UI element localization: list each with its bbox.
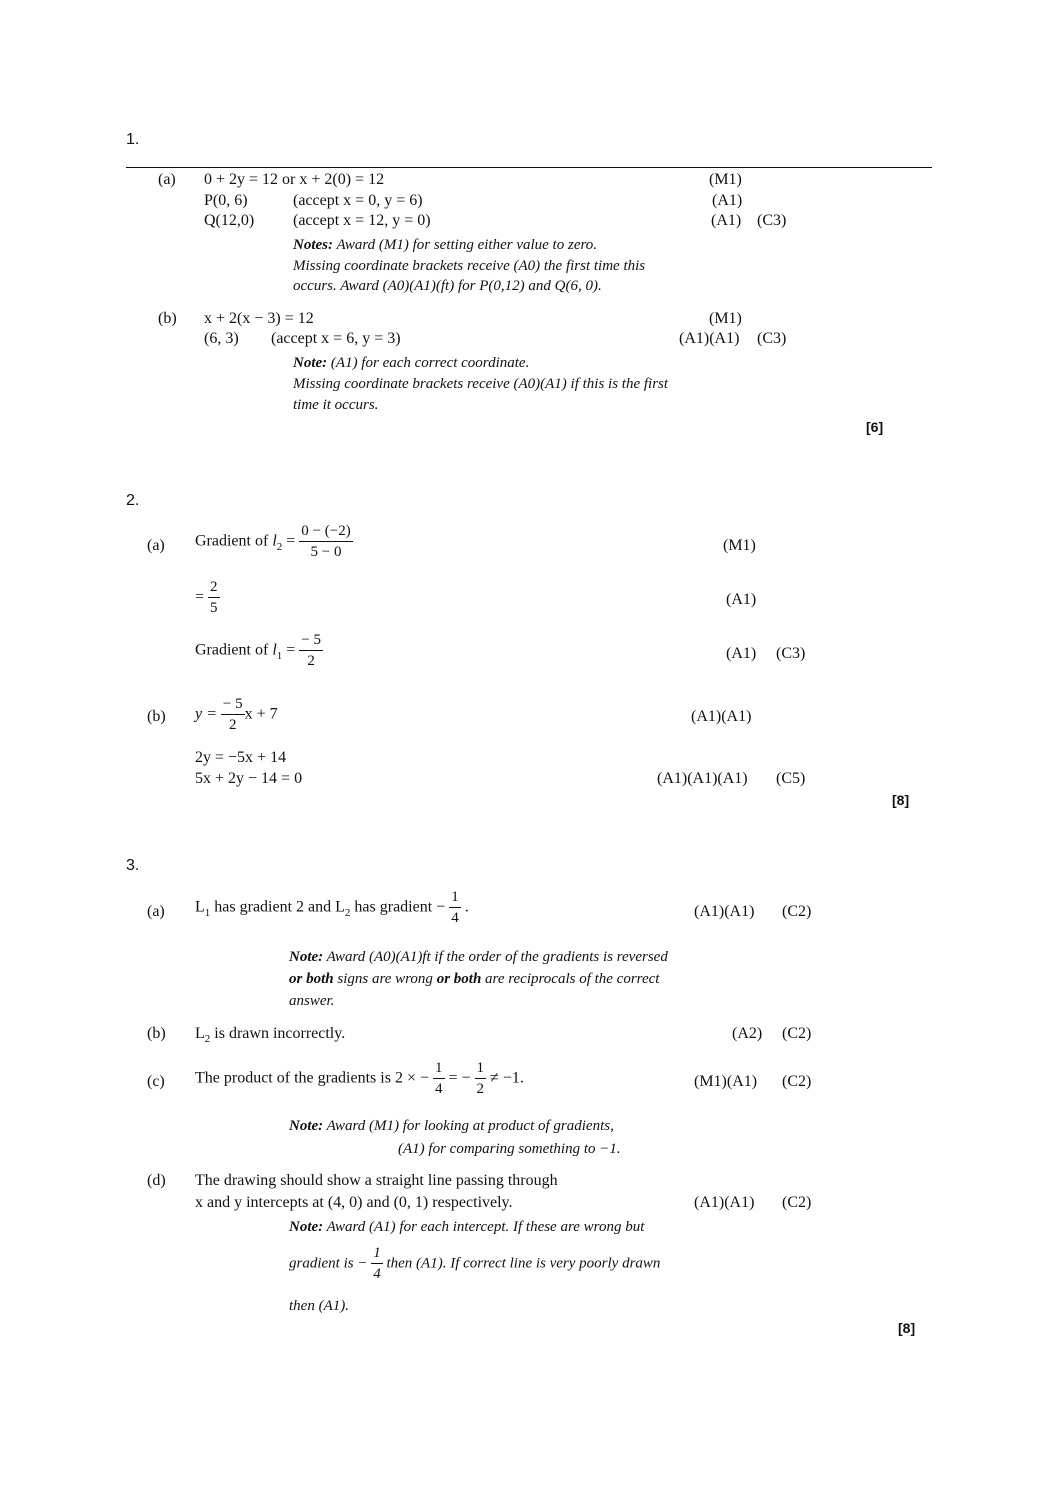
q3-a-text: $L_1$ has gradient 2 and $L_2$ has gradient − $\frac{1}{4}$ . xyxy=(195,889,469,926)
q1-a-equation: 0 + 2y = 12 or x + 2(0) = 12 xyxy=(204,171,385,188)
q2-fraction-two-fifths: $\frac{2}{5}$ xyxy=(210,579,218,616)
q1-a-note-line2: Missing coordinate brackets receive (A0) the first time this xyxy=(293,258,646,274)
q3-d-mark: (A1)(A1) xyxy=(694,1194,755,1211)
question-1-rule xyxy=(126,167,932,168)
q1-point-p-mark: (A1) xyxy=(712,192,743,209)
q3-c-cmark: (C2) xyxy=(782,1073,812,1090)
q1-point-q: Q(12,0) xyxy=(204,212,255,229)
q2-fraction-l1: $\frac{- 5}{2}$ xyxy=(301,632,322,669)
q3-d-cmark: (C2) xyxy=(782,1194,812,1211)
q3-a-note-line2: or both signs are wrong or both are reciprocals of the correct xyxy=(289,971,660,987)
q3-part-d-label: (d) xyxy=(147,1172,166,1189)
q2-gradient-l1: Gradient of $l_1$ = $\frac{- 5}{2}$ xyxy=(195,632,322,669)
q1-a-cmark: (C3) xyxy=(757,212,787,229)
q1-a-note-line3: occurs. Award (A0)(A1)(ft) for P(0,12) and Q(6, 0). xyxy=(293,278,602,294)
q1-b-note-line3: time it occurs. xyxy=(293,397,379,413)
q3-c-note-line1: Note: Award (M1) for looking at product of gradients, xyxy=(289,1118,614,1134)
q2-b-mark1: (A1)(A1) xyxy=(691,708,752,725)
q3-a-mark: (A1)(A1) xyxy=(694,903,755,920)
q3-b-mark: (A2) xyxy=(732,1025,763,1042)
q3-part-b-label: (b) xyxy=(147,1025,166,1042)
q1-b-accept: (accept x = 6, y = 3) xyxy=(271,330,401,347)
q2-part-a-label: (a) xyxy=(147,537,165,554)
q3-c-text: The product of the gradients is 2 × − $\frac{1}{4}$ = − $\frac{1}{2}$ ≠ −1. xyxy=(195,1060,524,1097)
q2-b-line3: 5x + 2y − 14 = 0 xyxy=(195,770,303,787)
q3-d-note-line1: Note: Award (A1) for each intercept. If these are wrong but xyxy=(289,1219,645,1235)
q1-total-marks: [6] xyxy=(866,419,884,435)
q2-a-mark3: (A1) xyxy=(726,645,757,662)
q3-a-note-line3: answer. xyxy=(289,993,335,1009)
question-3-number: 3. xyxy=(126,857,140,874)
q3-a-note-line1: Note: Award (A0)(A1)ft if the order of the gradients is reversed xyxy=(289,949,668,965)
q1-b-equation: x + 2(x − 3) = 12 xyxy=(204,310,314,327)
q3-b-text: $L_2$ is drawn incorrectly. xyxy=(195,1025,346,1046)
q1-part-a-label: (a) xyxy=(158,171,176,188)
q2-a-cmark3: (C3) xyxy=(776,645,806,662)
q3-fraction-d: $\frac{1}{4}$ xyxy=(373,1245,381,1282)
q3-fraction-c2: $\frac{1}{2}$ xyxy=(476,1060,485,1097)
q3-total-marks: [8] xyxy=(898,1320,916,1336)
q3-d-line2: x and y intercepts at (4, 0) and (0, 1) respectively. xyxy=(195,1194,513,1211)
q2-gradient-l2: Gradient of $l_2$ = $\frac{0 - (-2)}{5 - 0}$ xyxy=(195,523,351,560)
q1-point-q-mark: (A1) xyxy=(711,212,742,229)
q3-fraction-a: $\frac{1}{4}$ xyxy=(451,889,459,926)
q1-b-mark: (M1) xyxy=(709,310,742,327)
q2-b-mark3: (A1)(A1)(A1) xyxy=(657,770,748,787)
q1-a-mark: (M1) xyxy=(709,171,742,188)
q2-part-b-label: (b) xyxy=(147,708,166,725)
q2-b-line2: 2y = −5x + 14 xyxy=(195,749,287,766)
q1-b-point-mark: (A1)(A1) xyxy=(679,330,740,347)
q2-a-mark2: (A1) xyxy=(726,591,757,608)
q3-part-c-label: (c) xyxy=(147,1073,165,1090)
q2-b-cmark3: (C5) xyxy=(776,770,806,787)
q3-c-note-line2: (A1) for comparing something to −1. xyxy=(398,1141,621,1157)
q2-gradient-value: = $\frac{2}{5}$ xyxy=(195,579,218,616)
q1-b-note-line2: Missing coordinate brackets receive (A0)(A1) if this is the first xyxy=(293,376,669,392)
q3-b-cmark: (C2) xyxy=(782,1025,812,1042)
q2-fraction-b: $\frac{- 5}{2}$ xyxy=(222,696,243,733)
q3-part-a-label: (a) xyxy=(147,903,165,920)
q3-c-mark: (M1)(A1) xyxy=(694,1073,758,1090)
question-1-number: 1. xyxy=(126,131,140,148)
q3-d-note-line2: gradient is − $\frac{1}{4}$ then (A1). If correct line is very poorly drawn xyxy=(289,1245,661,1282)
q1-part-b-label: (b) xyxy=(158,310,177,327)
q3-d-line1: The drawing should show a straight line passing through xyxy=(195,1172,558,1189)
q1-b-note-line1: Note: (A1) for each correct coordinate. xyxy=(293,355,530,371)
q1-b-point: (6, 3) xyxy=(204,330,239,347)
q1-a-note-line1: Notes: Award (M1) for setting either value to zero. xyxy=(293,237,598,253)
q3-fraction-c1: $\frac{1}{4}$ xyxy=(435,1060,443,1097)
q3-d-note-line3: then (A1). xyxy=(289,1298,349,1314)
q1-b-cmark: (C3) xyxy=(757,330,787,347)
question-2-number: 2. xyxy=(126,492,140,509)
q2-total-marks: [8] xyxy=(892,792,910,808)
q1-point-p: P(0, 6) xyxy=(204,192,248,209)
q1-point-p-accept: (accept x = 0, y = 6) xyxy=(293,192,423,209)
q2-fraction-l2: $\frac{0 - (-2)}{5 - 0}$ xyxy=(301,523,351,560)
q2-a-mark1: (M1) xyxy=(723,537,756,554)
q3-a-cmark: (C2) xyxy=(782,903,812,920)
q2-b-line-equation: y = $\frac{- 5}{2}$ x + 7 xyxy=(195,696,278,733)
q1-point-q-accept: (accept x = 12, y = 0) xyxy=(293,212,431,229)
